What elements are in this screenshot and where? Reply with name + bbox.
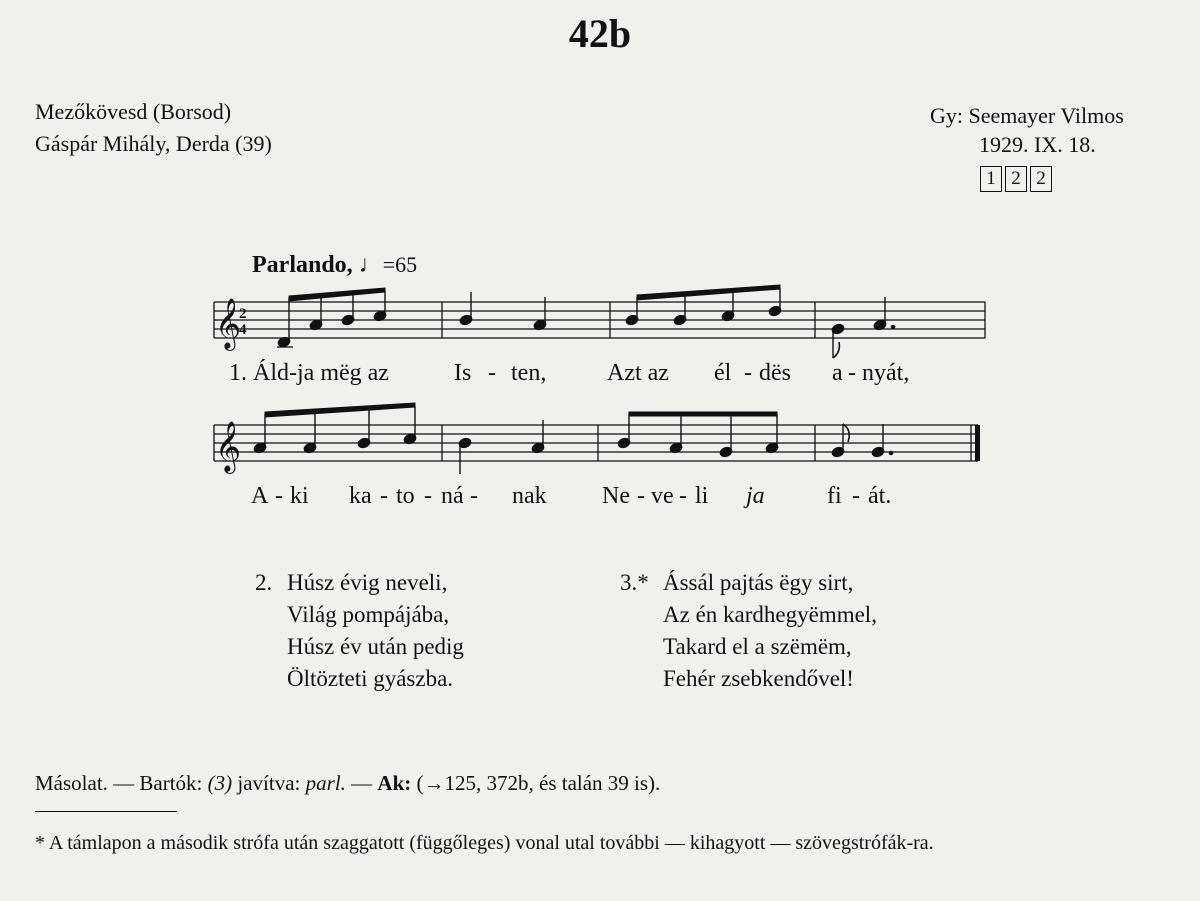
lyric-1-5: él bbox=[714, 360, 732, 386]
stanza-2-number: 2. bbox=[255, 570, 273, 595]
source-note-part-7: (→125, 372b, és talán 39 is). bbox=[416, 771, 661, 795]
lyric-2-14: li bbox=[695, 483, 709, 509]
staff-2 bbox=[214, 425, 978, 461]
source-note-part-1: Másolat. — Bartók: bbox=[35, 771, 203, 795]
stanza-3-line-3: Takard el a szëmëm, bbox=[663, 634, 852, 659]
stanza-3 bbox=[620, 567, 877, 695]
lyric-2-18: át. bbox=[868, 483, 892, 509]
location-line-1: Mezőkövesd (Borsod) bbox=[35, 99, 232, 124]
time-sig-bottom: 4 bbox=[239, 322, 247, 338]
lyric-2-9: nak bbox=[512, 483, 547, 509]
page-title: 42b bbox=[568, 11, 632, 56]
notes-line-1 bbox=[277, 285, 895, 358]
lyric-2-15: ja bbox=[746, 483, 765, 509]
collection-date: 1929. IX. 18. bbox=[979, 132, 1096, 157]
footnote: * A támlapon a második strófa után szaggatott (függőleges) vonal utal további — kihagyott — szövegstrófák-ra. bbox=[35, 832, 934, 854]
lyric-1-0: 1. Áld-ja mëg az bbox=[229, 360, 389, 386]
source-note-part-3: javítva: bbox=[237, 771, 301, 795]
lyric-2-2: ki bbox=[290, 483, 309, 509]
class-box-2: 2 bbox=[1005, 166, 1027, 192]
lyric-1-1: Is bbox=[454, 360, 472, 386]
stanza-3-line-1: Ássál pajtás ëgy sirt, bbox=[663, 570, 854, 595]
treble-clef-icon: 𝄞 bbox=[215, 298, 242, 349]
lyric-1-3: ten, bbox=[511, 360, 547, 386]
notes-line-2 bbox=[253, 403, 893, 474]
lyric-2-0: A bbox=[251, 483, 269, 509]
source-note-part-4: parl. bbox=[305, 771, 346, 795]
lyric-1-2: - bbox=[488, 360, 496, 386]
lyric-2-5: to bbox=[396, 483, 415, 509]
class-box-1: 1 bbox=[980, 166, 1002, 192]
lyric-2-7: ná bbox=[441, 483, 464, 509]
tempo-label: Parlando, bbox=[252, 252, 353, 278]
source-note-part-5: — bbox=[351, 771, 373, 795]
source-note-part-2: (3) bbox=[207, 771, 233, 795]
lyric-1-6: - bbox=[744, 360, 752, 386]
source-note bbox=[35, 771, 660, 796]
stanza-2 bbox=[255, 567, 464, 695]
lyric-2-11: - bbox=[637, 483, 645, 509]
lyric-2-10: Ne bbox=[602, 483, 630, 509]
lyric-2-12: ve bbox=[651, 483, 674, 509]
footnote-divider bbox=[35, 811, 177, 812]
lyric-1-10: nyát, bbox=[862, 360, 910, 386]
stanza-3-number: 3.* bbox=[620, 570, 649, 595]
stanza-2-line-3: Húsz év után pedig bbox=[287, 634, 464, 659]
lyric-2-4: - bbox=[380, 483, 388, 509]
final-barline bbox=[975, 425, 980, 461]
source-note-part-6: Ak: bbox=[377, 771, 412, 795]
stanza-2-line-4: Öltözteti gyászba. bbox=[287, 666, 454, 691]
lyric-1-8: a bbox=[832, 360, 843, 386]
lyric-2-6: - bbox=[424, 483, 432, 509]
time-sig-top: 2 bbox=[239, 306, 247, 322]
location-line-2: Gáspár Mihály, Derda (39) bbox=[35, 131, 272, 156]
lyric-1-4: Azt az bbox=[607, 360, 669, 386]
lyric-2-17: - bbox=[852, 483, 860, 509]
metronome-value: =65 bbox=[382, 252, 418, 277]
lyric-2-8: - bbox=[470, 483, 478, 509]
lyric-1-9: - bbox=[848, 360, 856, 386]
lyric-2-1: - bbox=[275, 483, 283, 509]
lyric-1-7: dës bbox=[759, 360, 791, 386]
treble-clef-icon-2: 𝄞 bbox=[215, 421, 242, 472]
class-box-3: 2 bbox=[1030, 166, 1052, 192]
stanza-2-line-1: Húsz évig neveli, bbox=[287, 570, 448, 595]
stanza-2-line-2: Világ pompájába, bbox=[287, 602, 450, 627]
lyric-2-13: - bbox=[679, 483, 687, 509]
lyric-2-3: ka bbox=[349, 483, 372, 509]
staff-1 bbox=[214, 302, 985, 338]
lyric-2-16: fi bbox=[827, 483, 842, 509]
stanza-3-line-2: Az én kardhegyëmmel, bbox=[663, 602, 877, 627]
collector-name: Gy: Seemayer Vilmos bbox=[930, 103, 1124, 128]
quarter-note-icon: ♩ bbox=[358, 252, 383, 278]
stanza-3-line-4: Fehér zsebkendővel! bbox=[663, 666, 854, 691]
